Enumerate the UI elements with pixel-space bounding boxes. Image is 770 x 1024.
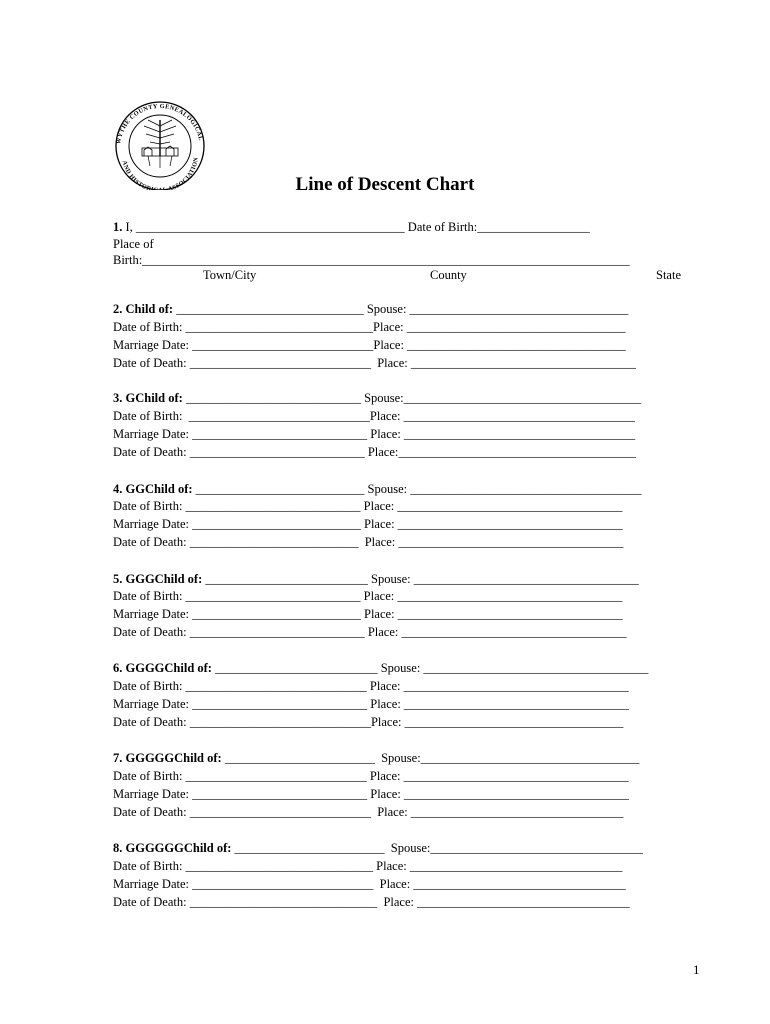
- section-heading-line: [113, 301, 628, 317]
- section-heading: 5. GGGChild of:: [113, 572, 203, 586]
- section-heading-line: [113, 481, 642, 497]
- date-of-birth-line: Date of Birth: ____________________________ Place: ____________________________________: [113, 499, 623, 513]
- column-county: County: [430, 268, 467, 282]
- spouse-line: ________________________ Spouse:___________________________________: [221, 751, 640, 765]
- section-heading-line: [113, 660, 648, 676]
- marriage-date-line: Marriage Date: ____________________________ Place: _____________________________________: [113, 427, 636, 441]
- date-of-death-line: Date of Death: ____________________________ Place: ____________________________________: [113, 625, 627, 639]
- spouse-line: ___________________________ Spouse: _____________________________________: [192, 482, 642, 496]
- section-heading: 8. GGGGGGChild of:: [113, 841, 232, 855]
- date-of-death-line: Date of Death: ______________________________ Place: __________________________________: [113, 895, 630, 909]
- marriage-date-line: Marriage Date: ____________________________ Place: ____________________________________: [113, 697, 629, 711]
- date-of-birth-line: Date of Birth: _____________________________ Place: ____________________________________: [113, 679, 629, 693]
- date-of-death-line: Date of Death: _____________________________ Place: __________________________________: [113, 805, 624, 819]
- column-town-city: Town/City: [203, 268, 257, 282]
- entry-1-text: I, ___________________________________________ Date of Birth:__________________: [122, 220, 590, 234]
- date-of-birth-line: Date of Birth: _____________________________Place: _____________________________________: [113, 409, 635, 423]
- place-of-label: Place of: [113, 237, 154, 251]
- date-of-birth-line: Date of Birth: ____________________________ Place: ____________________________________: [113, 589, 623, 603]
- marriage-date-line: Marriage Date: _____________________________Place: ___________________________________: [113, 338, 626, 352]
- birth-place-line: Birth:______________________________________________________________________________: [113, 253, 630, 267]
- entry-1-number: 1.: [113, 220, 123, 234]
- date-of-birth-line: Date of Birth: ______________________________ Place: __________________________________: [113, 859, 623, 873]
- spouse-line: __________________________ Spouse: ____________________________________: [211, 661, 649, 675]
- date-of-death-line: Date of Death: _____________________________Place: ___________________________________: [113, 715, 624, 729]
- spouse-line: ________________________ Spouse:__________________________________: [231, 841, 643, 855]
- marriage-date-line: Marriage Date: ___________________________ Place: ____________________________________: [113, 517, 623, 531]
- entry-1-name-line: [113, 219, 590, 235]
- spouse-line: __________________________ Spouse: ____________________________________: [202, 572, 639, 586]
- page-number: 1: [693, 962, 700, 977]
- date-of-birth-line: Date of Birth: _____________________________ Place: ____________________________________: [113, 769, 629, 783]
- date-of-death-line: Date of Death: ___________________________ Place: ____________________________________: [113, 535, 624, 549]
- spouse-line: ______________________________ Spouse: ___________________________________: [173, 302, 629, 316]
- svg-text:AND HISTORICAL ASSOCIATION: AND HISTORI ASSOCIATION: [120, 156, 200, 190]
- section-heading-line: [113, 840, 643, 856]
- section-heading: 6. GGGGChild of:: [113, 661, 212, 675]
- marriage-date-line: Marriage Date: _____________________________ Place: __________________________________: [113, 877, 626, 891]
- date-of-birth-line: Date of Birth: ______________________________Place: ___________________________________: [113, 320, 626, 334]
- section-heading-line: [113, 750, 639, 766]
- marriage-date-line: Marriage Date: ___________________________ Place: ____________________________________: [113, 607, 623, 621]
- marriage-date-line: Marriage Date: ____________________________ Place: ____________________________________: [113, 787, 629, 801]
- page-title: Line of Descent Chart: [295, 174, 475, 195]
- column-state: State: [656, 268, 681, 282]
- section-heading-line: [113, 390, 641, 406]
- section-heading: 3. GChild of:: [113, 391, 183, 405]
- spouse-line: ____________________________ Spouse:______________________________________: [182, 391, 642, 405]
- date-of-death-line: Date of Death: _____________________________ Place: ____________________________________: [113, 356, 636, 370]
- section-heading-line: [113, 571, 639, 587]
- section-heading: 7. GGGGGChild of:: [113, 751, 222, 765]
- svg-text:WYTHE COUNTY GENEALOGICAL: WYTHE COUNTY GENEALOGICAL: [115, 102, 205, 145]
- date-of-death-line: Date of Death: ____________________________ Place:______________________________________: [113, 445, 636, 459]
- section-heading: 4. GGChild of:: [113, 482, 193, 496]
- section-heading: 2. Child of:: [113, 302, 174, 316]
